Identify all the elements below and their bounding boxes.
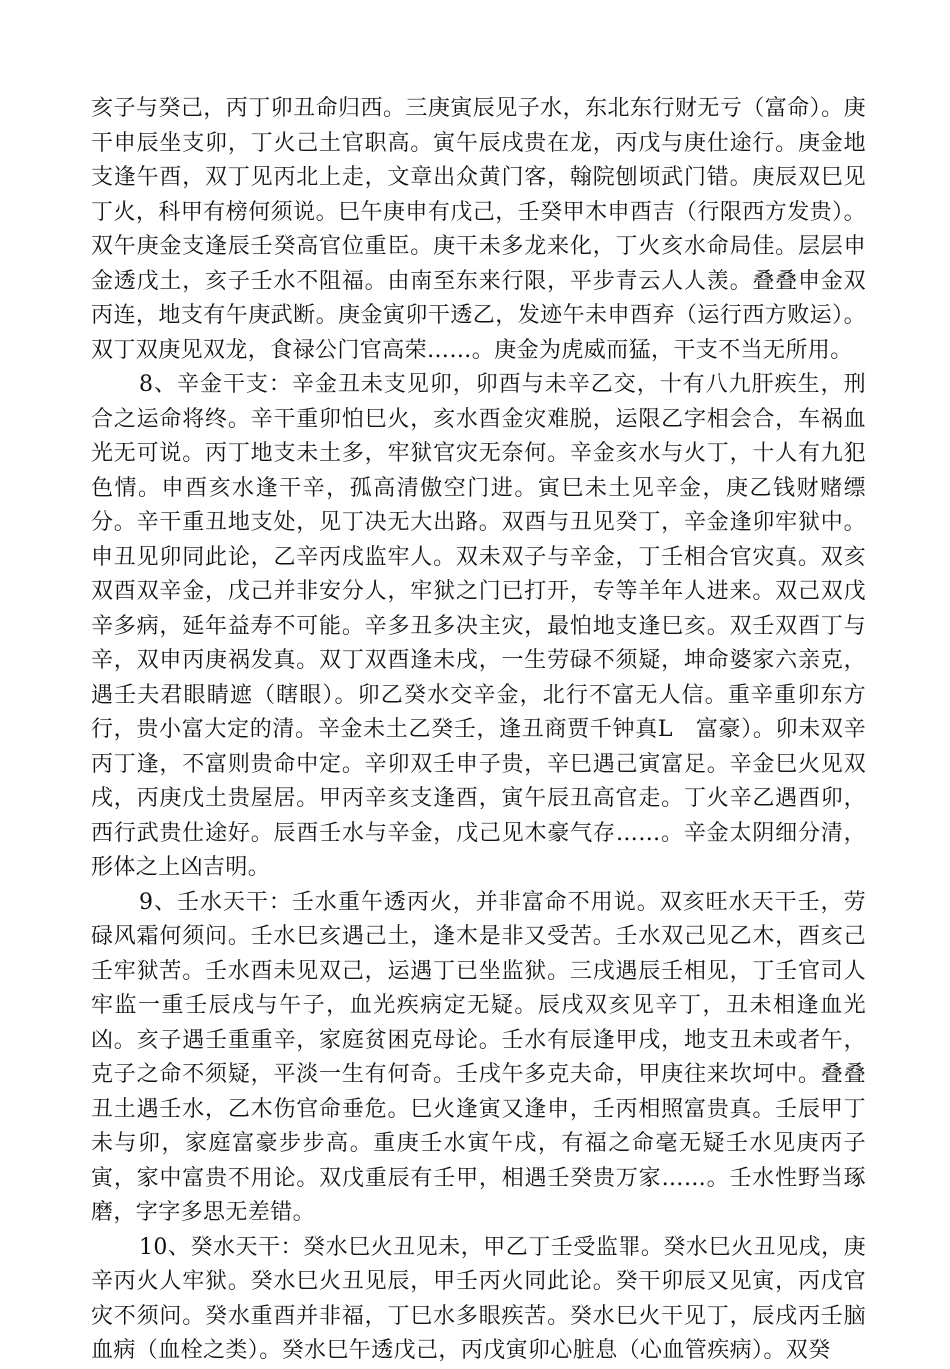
document-body	[91, 92, 866, 1369]
paragraph-gui-water: 10、癸水天干：癸水巳火丑见未，甲乙丁壬受监罪。癸水巳火丑见戌，庚辛丙火人牢狱。癸水巳火丑见辰，甲壬丙火同此论。癸干卯辰又见寅，丙戊官灾不须问。癸水重酉并非福，丁巳水多眼疾苦。癸水巳火干见丁，辰戌丙壬脑血病（血栓之类）。癸水巳午透戊己，丙戊寅卯心脏息（心血管疾病）。双癸	[91, 1234, 866, 1363]
paragraph-ren-water: 9、壬水天干：壬水重午透丙火，并非富命不用说。双亥旺水天干壬，劳碌风霜何须问。壬水巳亥遇己土，逢木是非又受苦。壬水双己见乙木，酉亥己壬牢狱苦。壬水酉未见双己，运遇丁已坐监狱。三戌遇辰壬相见，丁壬官司人牢监一重壬辰戌与午子，血光疾病定无疑。辰戌双亥见辛丁，丑未相逢血光凶。亥子遇壬重重辛，家庭贫困克母论。壬水有辰逢甲戌，地支丑未或者午，克子之命不须疑，平淡一生有何奇。壬戌午多克夫命，甲庚往来坎坷中。叠叠丑土遇壬水，乙木伤官命垂危。巳火逢寅又逢申，壬丙相照富贵真。壬辰甲丁未与卯，家庭富豪步步高。重庚壬水寅午戌，有福之命毫无疑壬水见庚丙子寅，家中富贵不用论。双戊重辰有壬甲，相遇壬癸贵万家……。壬水性野当琢磨，字字多思无差错。	[91, 889, 866, 1225]
paragraph-xin-metal: 8、辛金干支：辛金丑未支见卯，卯酉与未辛乙交，十有八九肝疾生，刑合之运命将终。辛干重卯怕巳火，亥水酉金灾难脱，运限乙字相会合，车祸血光无可说。丙丁地支未土多，牢狱官灾无奈何。辛金亥水与火丁，十人有九犯色情。申酉亥水逢干辛，孤高清傲空门进。寅巳未土见辛金，庚乙钱财赌缥分。辛干重丑地支处，见丁决无大出路。双酉与丑见癸丁，辛金逢卯牢狱中。申丑见卯同此论，乙辛丙戌监牢人。双未双子与辛金，丁壬相合官灾真。双亥双酉双辛金，戊己并非安分人，牢狱之门已打开，专等羊年人进来。双己双戊辛多病，延年益寿不可能。辛多丑多决主灾，最怕地支逢巳亥。双壬双酉丁与辛，双申丙庚祸发真。双丁双酉逢未戌，一生劳碌不须疑，坤命婆家六亲克，遇壬夫君眼睛遮（瞎眼）。卯乙癸水交辛金，北行不富无人信。重辛重卯东方行，贵小富大定的清。辛金未土乙癸壬，逢丑商贾千钟真L 富豪）。卯未双辛丙丁逢，不富则贵命中定。辛卯双壬申子贵，辛巳遇己寅富足。辛金巳火见双戌，丙庚戊土贵屋居。甲丙辛亥支逢酉，寅午辰丑高官走。丁火辛乙遇酉卯，西行武贵仕途好。辰酉壬水与辛金，戊己见木豪气存……。辛金太阴细分清，形体之上凶吉明。	[91, 372, 866, 880]
paragraph-geng-continued: 亥子与癸己，丙丁卯丑命归西。三庚寅辰见子水，东北东行财无亏（富命）。庚干申辰坐支卯，丁火己土官职高。寅午辰戌贵在龙，丙戊与庚仕途行。庚金地支逢午酉，双丁见丙北上走，文章出众黄门客，翰院刨顷武门错。庚辰双巳见丁火，科甲有榜何须说。巳午庚申有戊己，壬癸甲木申酉吉（行限西方发贵）。双午庚金支逢辰壬癸高官位重臣。庚干未多龙来化，丁火亥水命局佳。层层申金透戊土，亥子壬水不阻福。由南至东来行限，平步青云人人羡。叠叠申金双丙连，地支有午庚武断。庚金寅卯干透乙，发迹午未申酉弃（运行西方败运）。双丁双庚见双龙，食禄公门官高荣……。庚金为虎威而猛，干支不当无所用。	[91, 96, 866, 363]
